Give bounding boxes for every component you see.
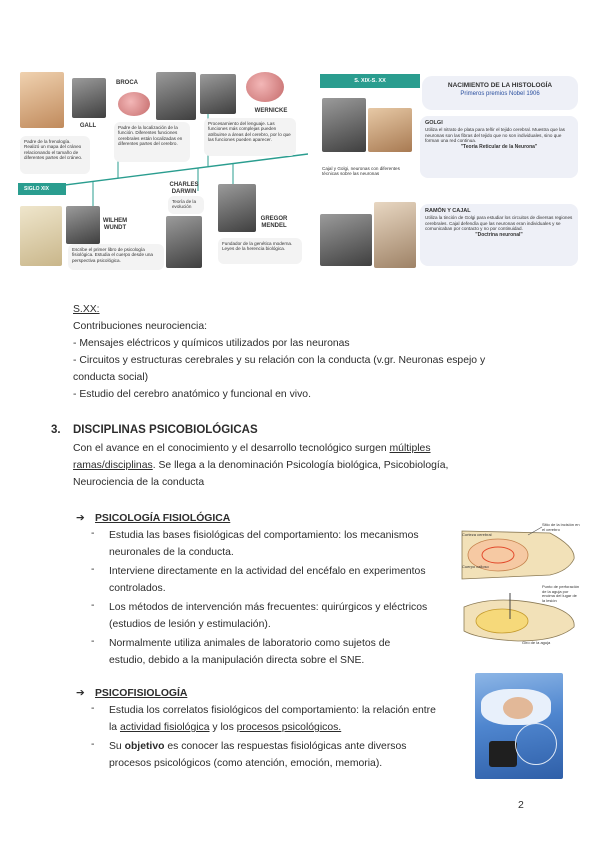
nobel-box	[422, 76, 578, 110]
fisiologica-bullet: Normalmente utiliza animales de laboratorio como sujetos de	[109, 638, 391, 649]
siglo-badge-left: SIGLO XIX	[18, 183, 66, 195]
wundt-name: WILHEM WUNDT	[102, 218, 128, 231]
text-span: Su	[109, 741, 125, 752]
fisiologica-bullet: (estudios de lesión y estimulación).	[109, 619, 271, 630]
cajal-doctrine: "Doctrina neuronal"	[475, 231, 523, 238]
underlined-span: actividad fisiológica	[119, 722, 210, 733]
device-shape	[489, 741, 517, 767]
fisiologica-title: PSICOLOGÍA FISIOLÓGICA	[95, 513, 231, 524]
bullet-dash: -	[91, 528, 95, 539]
bold-span: objetivo	[124, 741, 165, 752]
fisiologica-bullet: Estudia las bases fisiológicas del comportamiento: los mecanismos	[109, 530, 419, 541]
brain-icon	[118, 92, 150, 116]
timeline-figure	[18, 66, 308, 274]
histology-figure	[316, 66, 582, 274]
text-span: la	[109, 722, 120, 733]
gall-portrait	[72, 78, 106, 118]
broca-bubble: Padre de la localización de la función. Diferentes funciones cerebrales están localizadas en diferentes partes del cerebro.	[114, 122, 190, 162]
cajal-portrait	[320, 214, 372, 266]
section-underlined: ramas/disciplinas	[73, 460, 153, 471]
sxx-item: - Estudio del cerebro anatómico y funcional en vivo.	[73, 389, 311, 400]
section-underlined: múltiples	[389, 443, 431, 454]
golgi-portrait	[322, 98, 366, 152]
wundt-portrait	[66, 206, 100, 244]
golgi-theory: "Teoría Reticular de la Neurona"	[460, 143, 538, 150]
mendel-bubble: Fundador de la genética moderna. Leyes de la herencia biológica.	[218, 238, 302, 264]
wernicke-name: WERNICKE	[254, 108, 288, 114]
broca-portrait	[156, 72, 196, 120]
psicofisiologia-bullet	[109, 739, 406, 755]
rat-lesion-figure	[458, 523, 580, 655]
cajal-drawing-image	[374, 202, 416, 268]
face-shape	[503, 697, 533, 719]
page-number: 2	[518, 799, 524, 811]
golgi-caption: Cajal y Golgi, neuronas con diferentes técnicas sobre las neuronas	[322, 166, 400, 177]
sxx-item: - Mensajes eléctricos y químicos utilizados por las neuronas	[73, 338, 350, 349]
sxx-item: conducta social)	[73, 372, 149, 383]
golgi-stain-image	[368, 108, 412, 152]
broca-name: BROCA	[116, 80, 138, 86]
section-title: DISCIPLINAS PSICOBIOLÓGICAS	[73, 424, 258, 436]
sleep-study-photo	[475, 673, 563, 779]
figure-label: Sitio de la incisión en el cerebro	[542, 522, 580, 532]
cajal-text: Utiliza la tinción de Golgi para estudiar los circuitos de diversas regiones cerebrales. Cajal defendía que las neuronas eran individuales y se comunicaban por contacto y no por continuidad.	[425, 215, 573, 232]
text-span: es conocer las respuestas fisiológicas ante diversos	[164, 741, 407, 752]
phrenology-head-image	[20, 72, 64, 128]
section-number: 3.	[51, 424, 61, 436]
figure-label: Cuerpo calloso	[462, 564, 489, 569]
golgi-box	[420, 116, 578, 178]
bullet-dash: -	[91, 636, 95, 647]
fisiologica-bullet: estudio, debido a la manipulación directa sobre el SNE.	[109, 655, 365, 666]
bullet-dash: -	[91, 564, 95, 575]
bullet-dash: -	[91, 600, 95, 611]
bullet-dash: -	[91, 703, 95, 714]
cable-shape	[515, 723, 557, 765]
underlined-span: procesos psicológicos.	[236, 722, 342, 733]
brain-icon	[246, 72, 284, 102]
arrow-icon: ➔	[76, 688, 85, 699]
nobel-subtitle: Primeros premios Nobel 1906	[460, 91, 540, 97]
psicofisiologia-bullet: procesos psicológicos (como atención, emoción, memoria).	[109, 758, 383, 769]
fisiologica-bullet: controlados.	[109, 583, 166, 594]
text-span: y los	[209, 722, 237, 733]
fisiologica-bullet: Los métodos de intervención más frecuentes: quirúrgicos y eléctricos	[109, 602, 428, 613]
sxx-heading: S.XX:	[73, 304, 100, 315]
section-paragraph	[73, 441, 431, 457]
figure-label: Giro de la aguja	[522, 640, 551, 645]
section-paragraph	[73, 458, 448, 474]
golgi-name: GOLGI	[425, 120, 443, 126]
cajal-box	[420, 204, 578, 266]
arrow-icon: ➔	[76, 513, 85, 524]
figure-label: Punto de perforación de la aguja por encima del lugar de la lesión	[542, 584, 580, 603]
section-text: . Se llega a la denominación Psicología biológica, Psicobiología,	[152, 460, 449, 471]
mendel-portrait	[218, 184, 256, 232]
mendel-name: GREGOR MENDEL	[260, 216, 288, 229]
cajal-name: RAMÓN Y CAJAL	[425, 208, 471, 214]
darwin-portrait	[166, 216, 202, 268]
nobel-title: NACIMIENTO DE LA HISTOLOGÍA	[447, 82, 553, 89]
wernicke-bubble: Procesamiento del lenguaje. Las funciones más complejas pueden atribuirse a áreas del cerebro, por lo que las funciones pueden aparecer.	[204, 118, 296, 156]
psicofisiologia-bullet	[109, 720, 341, 736]
gall-bubble: Padre de la frenología. Realizó un mapa del cráneo relacionando el tamaño de diferentes partes del cráneo.	[20, 136, 90, 174]
siglo-badge-right: S. XIX-S. XX	[320, 74, 420, 88]
psicofisiologia-bullet: Estudia los correlatos fisiológicos del comportamiento: la relación entre	[109, 705, 436, 716]
sxx-intro: Contribuciones neurociencia:	[73, 321, 208, 332]
bullet-dash: -	[91, 739, 95, 750]
figure-label: Corteza cerebral	[462, 532, 492, 537]
section-paragraph: Neurociencia de la conducta	[73, 477, 205, 488]
fisiologica-bullet: Interviene directamente en la actividad del encéfalo en experimentos	[109, 566, 426, 577]
sxx-item: - Circuitos y estructuras cerebrales y su relación con la conducta (v.gr. Neuronas espejo y	[73, 355, 486, 366]
wernicke-portrait	[200, 74, 236, 114]
book-cover-image	[20, 206, 62, 266]
section-text: Con el avance en el conocimiento y el desarrollo tecnológico surgen	[73, 443, 390, 454]
wundt-bubble: Escribe el primer libro de psicología fisiológica. Estudia el cuerpo desde una perspectiva psicológica.	[68, 244, 164, 270]
psicofisiologia-title: PSICOFISIOLOGÍA	[95, 688, 188, 699]
gall-name: GALL	[79, 123, 97, 129]
fisiologica-bullet: neuronales de la conducta.	[109, 547, 234, 558]
darwin-bubble: Teoría de la evolución	[168, 196, 204, 214]
darwin-name: CHARLES DARWIN	[169, 182, 199, 195]
golgi-text: Utiliza el nitrato de plata para teñir el tejido cerebral. Muestra que las neuronas son las fibras del tejido que no son individuales, sino que forman una red continua.	[425, 127, 565, 144]
